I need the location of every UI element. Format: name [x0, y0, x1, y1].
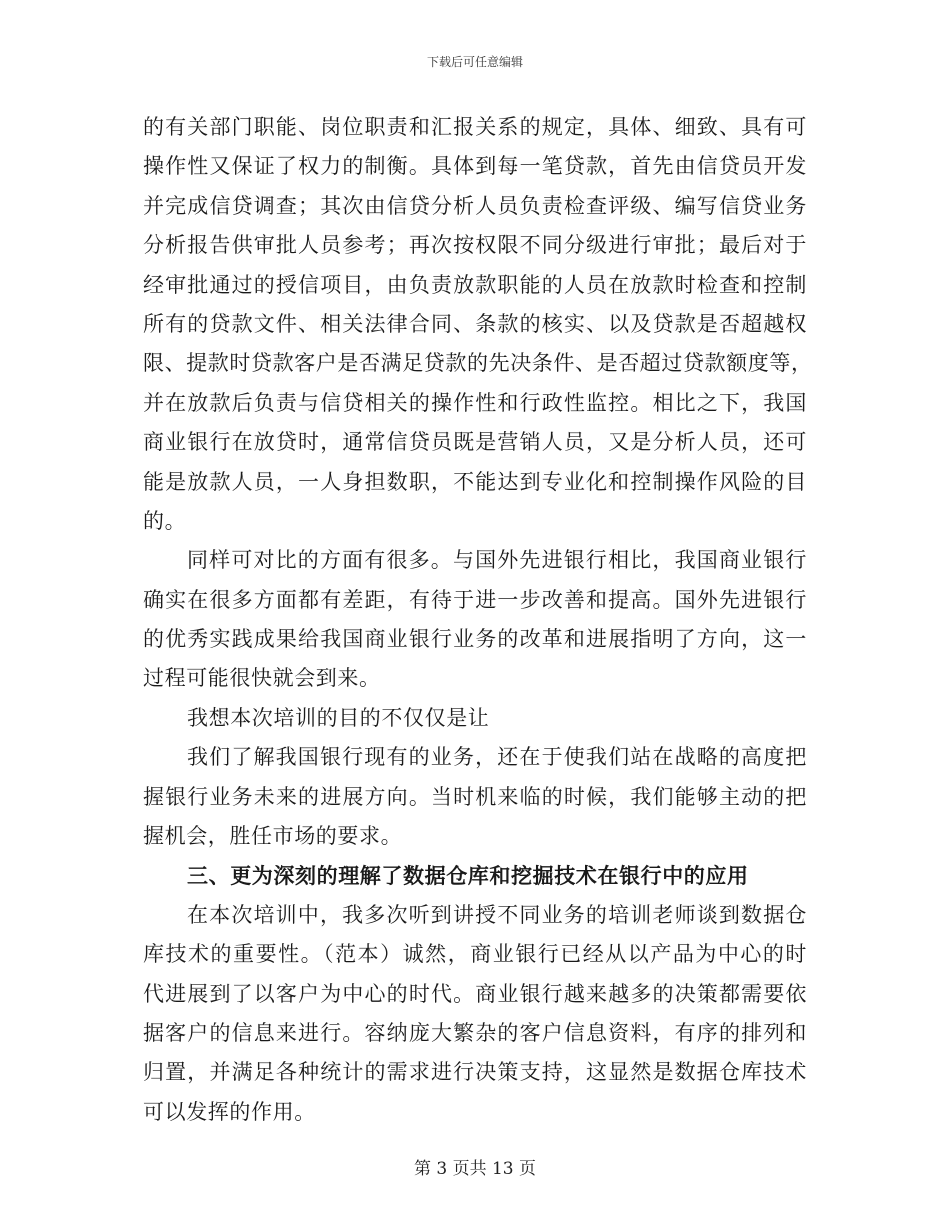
- document-body: [143, 108, 813, 1132]
- page-header: 下载后可任意编辑: [426, 55, 523, 69]
- page-footer: 第 3 页共 13 页: [413, 1159, 537, 1179]
- section-heading: 三、更为深刻的理解了数据仓库和挖掘技术在银行中的应用: [187, 863, 749, 889]
- body-text-line: 可以发挥的作用。: [143, 1099, 316, 1124]
- body-text-line: 分析报告供审批人员参考；再次按权限不同分级进行审批；最后对于: [143, 233, 807, 258]
- body-text-line: 我们了解我国银行现有的业务，还在于使我们站在战略的高度把: [187, 745, 807, 770]
- body-text-line: 经审批通过的授信项目，由负责放款职能的人员在放款时检查和控制: [143, 272, 807, 297]
- body-text-line: 商业银行在放贷时，通常信贷员既是营销人员，又是分析人员，还可: [143, 430, 807, 455]
- body-text-line: 代进展到了以客户为中心的时代。商业银行越来越多的决策都需要依: [143, 981, 807, 1006]
- body-text-line: 在本次培训中，我多次听到讲授不同业务的培训老师谈到数据仓: [187, 902, 807, 927]
- body-text-line: 握机会，胜任市场的要求。: [143, 824, 403, 849]
- body-text-line: 握银行业务未来的进展方向。当时机来临的时候，我们能够主动的把: [143, 784, 807, 809]
- body-text-line: 的有关部门职能、岗位职责和汇报关系的规定，具体、细致、具有可: [143, 115, 807, 139]
- body-text-line: 所有的贷款文件、相关法律合同、条款的核实、以及贷款是否超越权: [143, 311, 807, 336]
- body-text-line: 操作性又保证了权力的制衡。具体到每一笔贷款，首先由信贷员开发: [143, 154, 807, 179]
- body-text-line: 过程可能很快就会到来。: [143, 666, 381, 691]
- body-text-line: 归置，并满足各种统计的需求进行决策支持，这显然是数据仓库技术: [143, 1060, 807, 1085]
- body-text-line: 同样可对比的方面有很多。与国外先进银行相比，我国商业银行: [187, 548, 807, 573]
- body-text-line: 确实在很多方面都有差距，有待于进一步改善和提高。国外先进银行: [143, 587, 807, 612]
- body-text-line: 的。: [143, 508, 187, 533]
- body-text-line: 的优秀实践成果给我国商业银行业务的改革和进展指明了方向，这一: [143, 627, 807, 652]
- body-text-line: 我想本次培训的目的不仅仅是让: [187, 705, 490, 730]
- body-text-line: 并完成信贷调查；其次由信贷分析人员负责检查评级、编写信贷业务: [143, 193, 807, 218]
- body-text-line: 库技术的重要性。（范本）诚然，商业银行已经从以产品为中心的时: [143, 942, 807, 967]
- body-text-line: 限、提款时贷款客户是否满足贷款的先决条件、是否超过贷款额度等，: [143, 351, 813, 376]
- body-text-line: 并在放款后负责与信贷相关的操作性和行政性监控。相比之下，我国: [143, 390, 807, 415]
- body-text-line: 据客户的信息来进行。容纳庞大繁杂的客户信息资料，有序的排列和: [143, 1020, 807, 1045]
- body-text-line: 能是放款人员，一人身担数职，不能达到专业化和控制操作风险的目: [143, 469, 807, 494]
